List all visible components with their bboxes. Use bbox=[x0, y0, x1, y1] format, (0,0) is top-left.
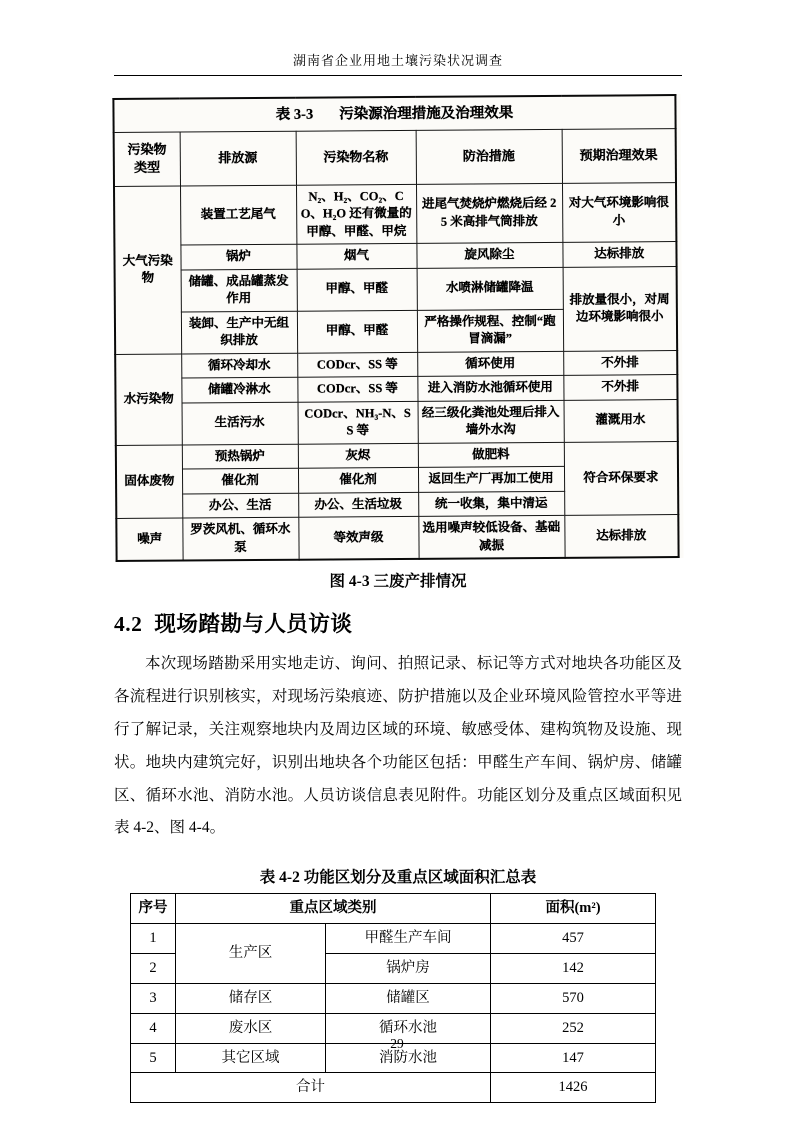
table-cell: 装卸、生产中无组织排放 bbox=[181, 311, 297, 354]
scanned-table-wrapper bbox=[112, 94, 683, 562]
figure-caption: 图 4-3 三废产排情况 bbox=[329, 573, 467, 591]
category-cell: 生产区 bbox=[176, 924, 326, 984]
column-header: 排放源 bbox=[180, 132, 296, 186]
table-cell: 循环使用 bbox=[417, 351, 563, 377]
table-cell: 147 bbox=[491, 1043, 656, 1073]
table-cell: 循环冷却水 bbox=[181, 353, 297, 378]
table-total-row bbox=[131, 1073, 656, 1103]
column-header: 预期治理效果 bbox=[562, 129, 676, 183]
column-header: 防治措施 bbox=[416, 130, 562, 184]
table-4-2 bbox=[130, 893, 656, 1103]
running-header bbox=[114, 50, 682, 76]
table-cell: 烟气 bbox=[296, 244, 416, 269]
table-cell: N₂、H₂、CO₂、CO、H₂O 还有微量的甲醇、甲醛、甲烷 bbox=[296, 184, 416, 244]
table-cell: 水喷淋储罐降温 bbox=[417, 267, 563, 310]
category-cell: 固体废物 bbox=[116, 445, 183, 519]
document-title: 湖南省企业用地土壤污染状况调查 bbox=[292, 53, 503, 68]
table-cell: 统一收集，集中清运 bbox=[418, 491, 564, 517]
table-cell: 3 bbox=[131, 983, 176, 1013]
category-cell: 储存区 bbox=[176, 983, 326, 1013]
table-row bbox=[115, 266, 677, 312]
table-cell: 252 bbox=[491, 1013, 656, 1043]
table-cell: 对大气环境影响很小 bbox=[562, 182, 676, 242]
table-cell: 甲醛生产车间 bbox=[326, 924, 491, 954]
table-title-cell bbox=[113, 95, 675, 133]
category-cell: 噪声 bbox=[116, 518, 182, 561]
column-header: 面积(m²) bbox=[491, 894, 656, 924]
table-cell: 进入消防水池循环使用 bbox=[417, 376, 563, 402]
table-cell: 循环水池 bbox=[326, 1013, 491, 1043]
table-cell: 不外排 bbox=[563, 350, 677, 375]
column-header: 序号 bbox=[131, 894, 176, 924]
table-4-2-caption: 表 4-2 功能区划分及重点区域面积汇总表 bbox=[259, 869, 537, 887]
table-cell: 预热锅炉 bbox=[182, 444, 298, 469]
table-cell: 选用噪声较低设备、基础减振 bbox=[418, 516, 564, 560]
category-cell: 其它区域 bbox=[176, 1043, 326, 1073]
table-row bbox=[116, 399, 678, 445]
table-row bbox=[131, 924, 656, 954]
table-cell: 做肥料 bbox=[418, 442, 564, 468]
table-cell: 严格操作规程、控制“跑冒滴漏” bbox=[417, 309, 563, 352]
table-cell: 457 bbox=[491, 924, 656, 954]
table-cell: 达标排放 bbox=[562, 242, 676, 267]
table-cell: 消防水池 bbox=[326, 1043, 491, 1073]
table-cell: 储罐、成品罐蒸发作用 bbox=[181, 269, 297, 312]
table-cell: 催化剂 bbox=[298, 468, 418, 493]
table-3-3-title: 污染源治理措施及治理效果 bbox=[339, 105, 514, 123]
table-cell: 储罐冷淋水 bbox=[181, 377, 297, 402]
table-header-row bbox=[131, 894, 656, 924]
table-row bbox=[131, 983, 656, 1013]
category-cell: 水污染物 bbox=[115, 354, 182, 445]
table-cell: 经三级化粪池处理后排入墙外水沟 bbox=[418, 400, 564, 443]
table-cell: 进尾气焚烧炉燃烧后经 25 米高排气筒排放 bbox=[416, 183, 562, 244]
page-number: 29 bbox=[390, 1036, 404, 1051]
table-cell: 灰烬 bbox=[298, 443, 418, 468]
table-cell: 锅炉房 bbox=[326, 954, 491, 984]
table-cell: CODcr、NH₃-N、SS 等 bbox=[298, 401, 418, 444]
table-cell: 灌溉用水 bbox=[564, 399, 678, 442]
table-cell: 等效声级 bbox=[298, 517, 418, 560]
table-3-3 bbox=[112, 94, 679, 562]
section-number: 4.2 bbox=[114, 612, 143, 637]
table-row bbox=[116, 441, 678, 469]
table-cell: 2 bbox=[131, 954, 176, 984]
table-cell: 锅炉 bbox=[180, 244, 296, 269]
table-cell: 142 bbox=[491, 954, 656, 984]
body-paragraph: 本次现场踏勘采用实地走访、询问、拍照记录、标记等方式对地块各功能区及各流程进行识别核实，对现场污染痕迹、防护措施以及企业环境风险管控水平等进行了解记录，关注观察地块内及周边区域的环境、敏感受体、建构筑物及设施、现状。地块内建筑完好，识别出地块各个功能区包括：甲醛生产车间、锅炉房、储罐区、循环水池、消防水池。人员访谈信息表见附件。功能区划分及重点区域面积见表 4-2、图 4-4。 bbox=[114, 655, 682, 837]
total-value-cell: 1426 bbox=[491, 1073, 656, 1103]
table-row bbox=[114, 182, 676, 245]
table-cell: 5 bbox=[131, 1043, 176, 1073]
table-cell: 储罐区 bbox=[326, 983, 491, 1013]
table-cell: 罗茨风机、循环水泵 bbox=[182, 517, 298, 560]
category-cell: 废水区 bbox=[176, 1013, 326, 1043]
table-cell: 不外排 bbox=[563, 375, 677, 400]
table-cell: 达标排放 bbox=[564, 515, 678, 558]
table-cell: 返回生产厂再加工使用 bbox=[418, 467, 564, 493]
table-cell: 旋风除尘 bbox=[416, 243, 562, 269]
table-row bbox=[116, 515, 678, 561]
table-cell: 排放量很小，对周边环境影响很小 bbox=[563, 266, 678, 351]
table-cell: 办公、生活 bbox=[182, 493, 298, 518]
table-title-row bbox=[113, 95, 675, 133]
table-cell: 符合环保要求 bbox=[564, 441, 679, 515]
table-cell: 4 bbox=[131, 1013, 176, 1043]
table-header-row bbox=[114, 129, 676, 186]
table-cell: 装置工艺尾气 bbox=[180, 185, 296, 245]
table-cell: 催化剂 bbox=[182, 468, 298, 493]
table-cell: 办公、生活垃圾 bbox=[298, 492, 418, 517]
table-cell: 甲醇、甲醛 bbox=[297, 268, 417, 311]
section-title: 现场踏勘与人员访谈 bbox=[154, 612, 353, 637]
column-header: 污染物 类型 bbox=[114, 132, 180, 186]
table-cell: 甲醇、甲醛 bbox=[297, 310, 417, 353]
table-cell: 生活污水 bbox=[182, 402, 298, 445]
total-label-cell: 合计 bbox=[131, 1073, 491, 1103]
section-heading bbox=[114, 607, 682, 638]
category-cell: 大气污染物 bbox=[114, 186, 181, 354]
column-header: 污染物名称 bbox=[296, 131, 416, 185]
table-cell: 1 bbox=[131, 924, 176, 954]
table-cell: 570 bbox=[491, 983, 656, 1013]
table-cell: CODcr、SS 等 bbox=[297, 352, 417, 377]
column-header: 重点区域类别 bbox=[176, 894, 491, 924]
table-3-3-label: 表 3-3 bbox=[275, 106, 314, 123]
table-cell: CODcr、SS 等 bbox=[297, 377, 417, 402]
